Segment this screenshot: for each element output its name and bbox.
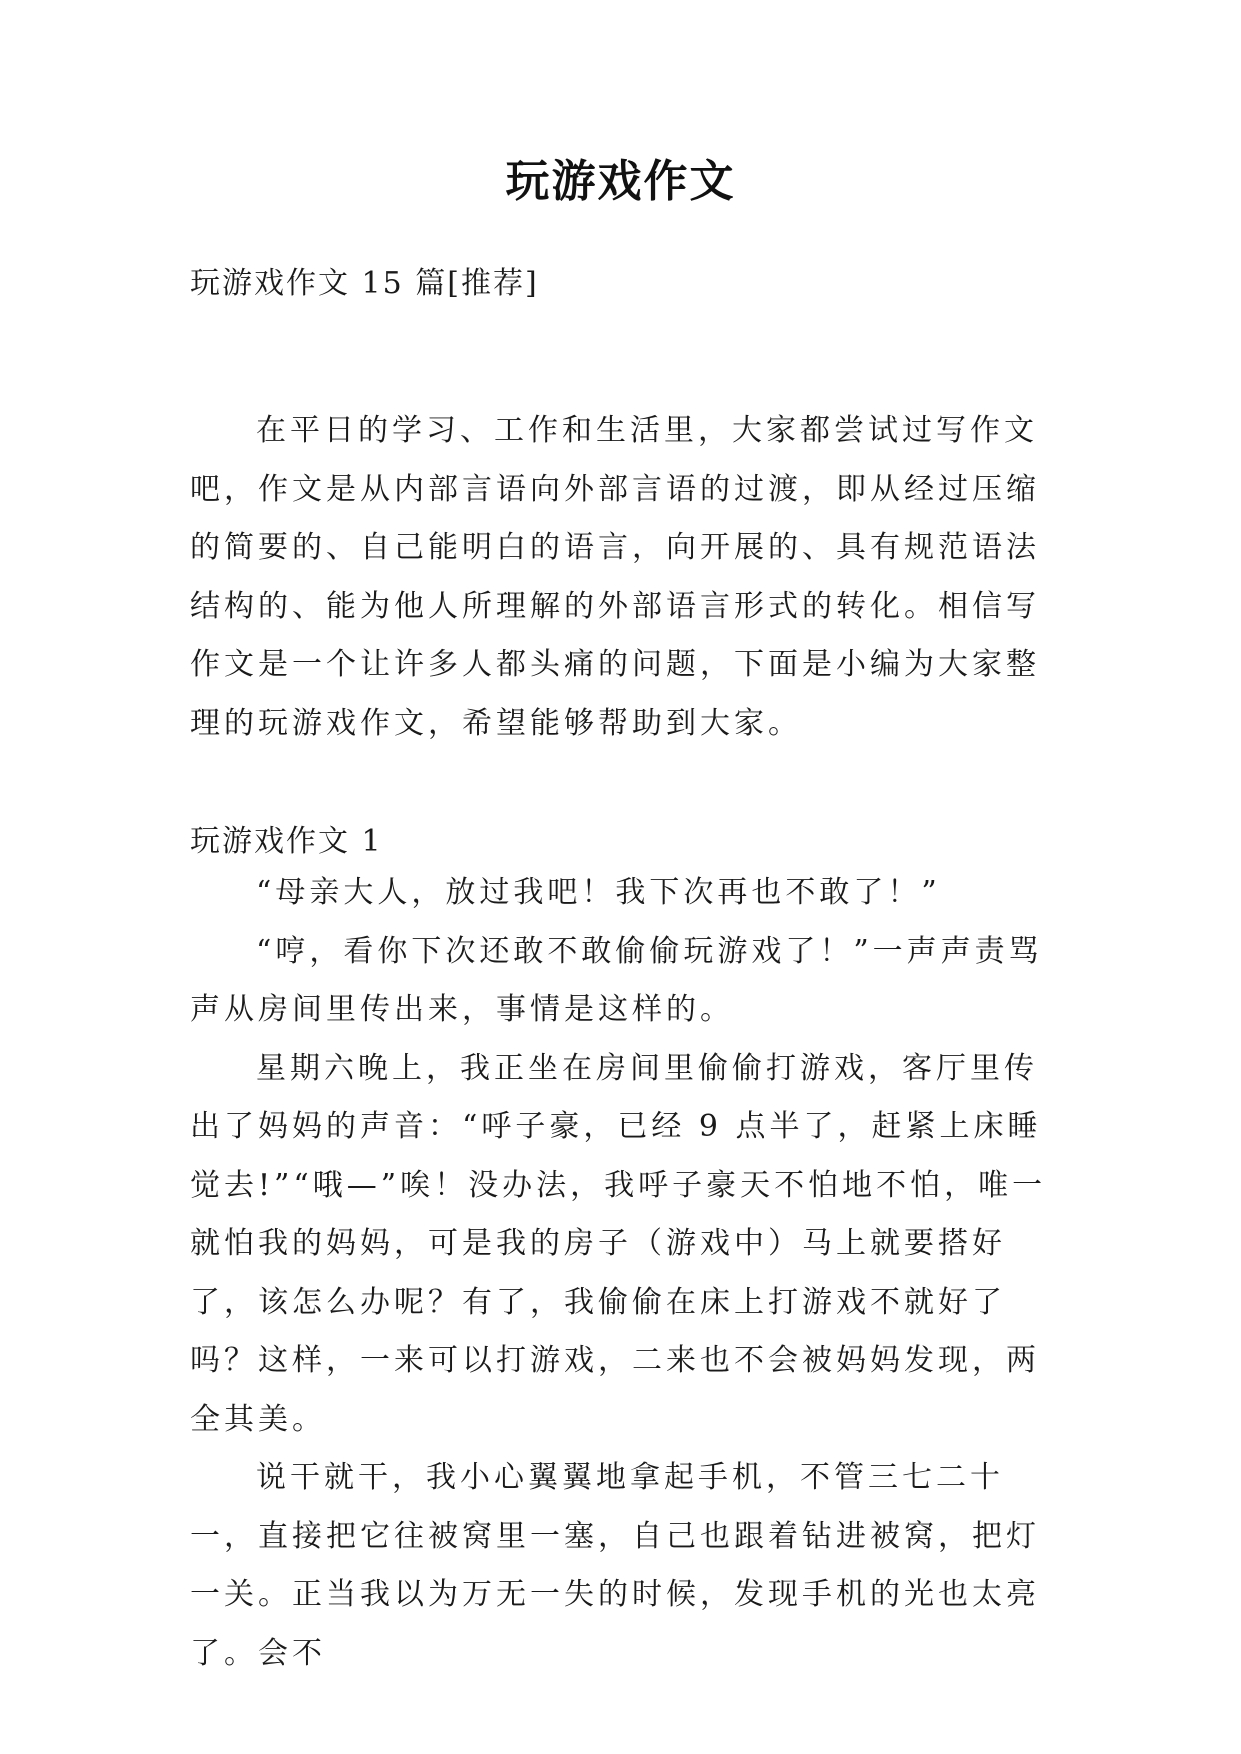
intro-paragraph: 在平日的学习、工作和生活里，大家都尝试过写作文吧，作文是从内部言语向外部言语的过渡，即从经过压缩的简要的、自己能明白的语言，向开展的、具有规范语法结构的、能为他人所理解的外部语言形式的转化。相信写作文是一个让许多人都头痛的问题，下面是小编为大家整理的玩游戏作文，希望能够帮助到大家。	[190, 413, 1040, 741]
intro-section	[190, 402, 1050, 753]
essay-body	[190, 864, 1050, 1683]
essay-paragraph: 星期六晚上，我正坐在房间里偷偷打游戏，客厅里传出了妈妈的声音：“呼子豪，已经 9 点半了，赶紧上床睡觉去!”“哦—”唉！没办法，我呼子豪天不怕地不怕，唯一就怕我的妈妈，可是我的房子（游戏中）马上就要搭好了，该怎么办呢？有了，我偷偷在床上打游戏不就好了吗？这样，一来可以打游戏，二来也不会被妈妈发现，两全其美。	[190, 1050, 1047, 1437]
essay-paragraph: 说干就干，我小心翼翼地拿起手机，不管三七二十一，直接把它往被窝里一塞，自己也跟着钻进被窝，把灯一关。正当我以为万无一失的时候，发现手机的光也太亮了。会不	[190, 1460, 1040, 1671]
document-subtitle: 玩游戏作文 15 篇[推荐]	[190, 266, 539, 301]
document-title: 玩游戏作文	[505, 156, 736, 207]
section-heading: 玩游戏作文 1	[190, 824, 383, 859]
essay-paragraph: “母亲大人，放过我吧！我下次再也不敢了！”	[256, 875, 941, 910]
essay-paragraph: “哼，看你下次还敢不敢偷偷玩游戏了！”一声声责骂声从房间里传出来，事情是这样的。	[190, 933, 1043, 1027]
